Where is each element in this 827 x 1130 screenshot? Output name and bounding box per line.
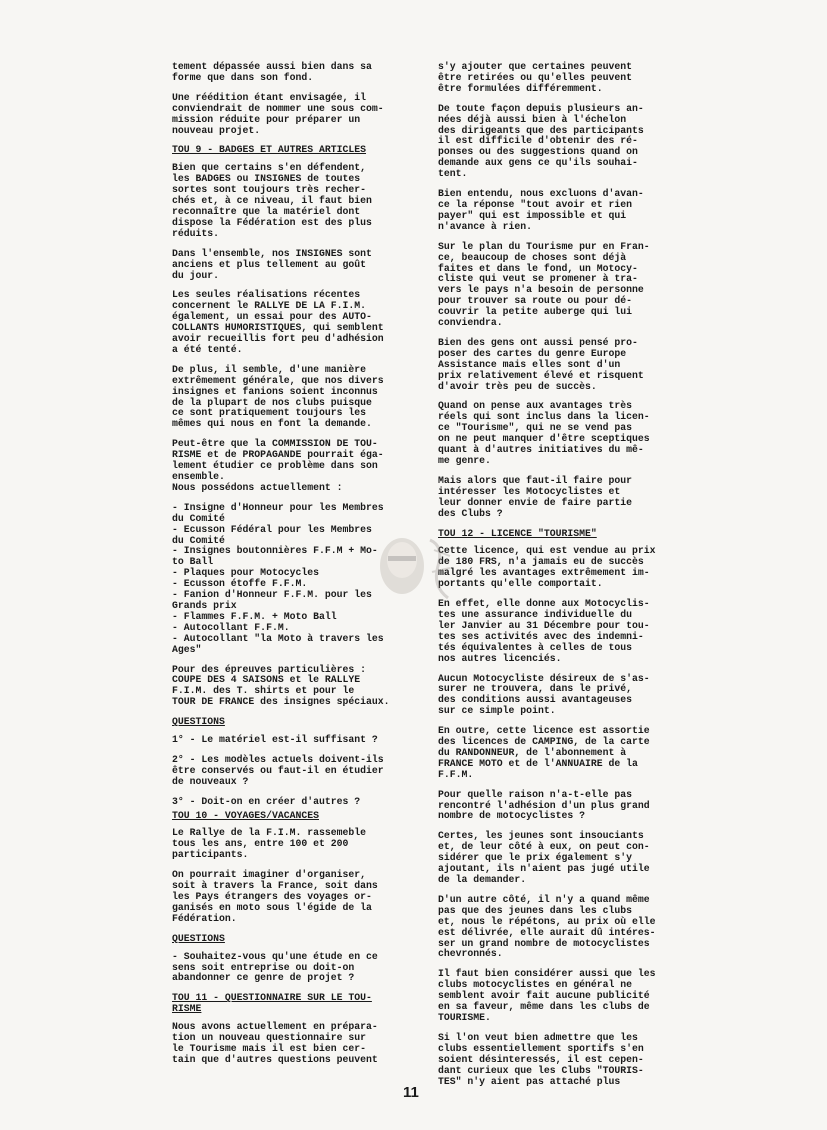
section-heading: TOU 9 - BADGES ET AUTRES ARTICLES [172, 144, 367, 156]
paragraph: Si l'on veut bien admettre que les clubs essentiellement sportifs s'en soient désinteressés, il est cepen- dant curieux que les Clubs "TOURIS- TES" n'y aient pas attaché plus [438, 1031, 644, 1087]
paragraph: Une réédition étant envisagée, il conviendrait de nommer une sous com- mission réduite pour préparer un nouveau projet. [172, 91, 384, 136]
paragraph: Mais alors que faut-il faire pour intéresser les Motocyclistes et leur donner envie de faire partie des Clubs ? [438, 474, 633, 519]
left-column [172, 62, 394, 1075]
section-heading: TOU 10 - VOYAGES/VACANCES [172, 809, 319, 821]
question: - Souhaitez-vous qu'une étude en ce sens soit entreprise ou doit-on abandonner ce genre de projet ? [172, 950, 378, 984]
question: 3° - Doit-on en créer d'autres ? [172, 795, 361, 807]
paragraph: Quand on pense aux avantages très réels qui sont inclus dans la licen- ce "Tourisme", qui ne se vend pas on ne peut manquer d'être sceptiques quant à d'autres initiatives du mê- me genre. [438, 400, 650, 466]
section-heading: TOU 12 - LICENCE "TOURISME" [438, 527, 597, 539]
paragraph: D'un autre côté, il n'y a quand même pas que des jeunes dans les clubs et, nous le répétons, au prix où elle est délivrée, elle aurait dû intéres- ser un grand nombre de motocyclistes chevronnés. [438, 893, 656, 960]
paragraph: tement dépassée aussi bien dans sa forme que dans son fond. [172, 61, 372, 83]
paragraph: Cette licence, qui est vendue au prix de 180 FRS, n'a jamais eu de succès malgré les avantages extrêmement im- portants qu'elle comportait. [438, 545, 656, 590]
paragraph: Pour des épreuves particulières : COUPE DES 4 SAISONS et le RALLYE F.I.M. des T. shirts et pour le TOUR DE FRANCE des insignes spéciaux. [172, 663, 390, 708]
paragraph: Bien entendu, nous excluons d'avan- ce la réponse "tout avoir et rien payer" qui est impossible et qui n'avance à rien. [438, 188, 644, 232]
paragraph: Les seules réalisations récentes concernent le RALLYE DE LA F.I.M. également, un essai pour des AUTO- COLLANTS HUMORISTIQUES, qui semblent avoir recueillis fort peu d'adhésion a été tenté. [172, 289, 384, 355]
page-number: 11 [403, 1084, 419, 1101]
paragraph: Peut-être que la COMMISSION DE TOU- RISME et de PROPAGANDE pourrait éga- lement étudier ce problème dans son ensemble. Nous possédons actuellement : [172, 438, 384, 493]
paragraph: Sur le plan du Tourisme pur en Fran- ce, beaucoup de choses sont déjà faites et dans le fond, un Motocy- cliste qui veut se promener à tra- vers le pays n'a besoin de personne pour trouver sa route ou pour dé- couvrir la petite auberge qui lui conviendra. [438, 240, 650, 329]
question: 1° - Le matériel est-il suffisant ? [172, 734, 378, 746]
paragraph: Certes, les jeunes sont insouciants et, de leur côté à eux, on peut con- sidérer que le prix également s'y ajoutant, ils n'aient pas jugé utile de la demander. [438, 830, 650, 885]
right-column [438, 62, 660, 1096]
paragraph: Bien que certains s'en défendent, les BADGES ou INSIGNES de toutes sortes sont toujours très recher- chés et, à ce niveau, il faut bien reconnaître que la matériel dont dispose la Fédération est des plus réduits. [172, 162, 372, 239]
paragraph: En effet, elle donne aux Motocyclis- tes une assurance individuelle du ler Janvier au 31 Décembre pour tou- tes ses activités avec des indemni- tés équivalentes à celles de tous nos autres licenciés. [438, 598, 650, 664]
paragraph: Dans l'ensemble, nos INSIGNES sont anciens et plus tellement au goût du jour. [172, 247, 372, 281]
section-heading: TOU 11 - QUESTIONNAIRE SUR LE TOU- RISME [172, 992, 372, 1015]
paragraph: En outre, cette licence est assortie des licences de CAMPING, de la carte du RANDONNEUR, de l'abonnement à FRANCE MOTO et de l'ANNUAIRE de la F.F.M. [438, 725, 650, 780]
section-heading: QUESTIONS [172, 716, 225, 728]
paragraph: Aucun Motocycliste désireux de s'as- surer ne trouvera, dans le privé, des conditions aussi avantageuses sur ce simple point. [438, 672, 650, 717]
paragraph: On pourrait imaginer d'organiser, soit à travers la France, soit dans les Pays étrangers des voyages or- ganisés en moto sous l'égide de la Fédération. [172, 869, 378, 924]
portrait-watermark-icon [368, 520, 464, 612]
paragraph: s'y ajouter que certaines peuvent être retirées ou qu'elles peuvent être formulées différemment. [438, 61, 633, 94]
paragraph: De toute façon depuis plusieurs an- nées déjà aussi bien à l'échelon des dirigeants que des participants il est difficile d'obtenir des ré- ponses ou des suggestions quand on demande aux gens ce qu'ils souhai- tent. [438, 102, 644, 180]
paragraph: Il faut bien considérer aussi que les clubs motocyclistes en général ne semblent avoir fait aucune publicité en sa faveur, même dans les clubs de TOURISME. [438, 968, 656, 1023]
question: 2° - Les modèles actuels doivent-ils être conservés ou faut-il en étudier de nouveaux ? [172, 753, 384, 787]
paragraph: Pour quelle raison n'a-t-elle pas rencontré l'adhésion d'un plus grand nombre de motocyclistes ? [438, 788, 650, 822]
section-heading: QUESTIONS [172, 932, 225, 944]
paragraph: Bien des gens ont aussi pensé pro- poser des cartes du genre Europe Assistance mais elles sont d'un prix relativement élevé et risquent d'avoir très peu de succès. [438, 336, 644, 392]
paragraph: Nous avons actuellement en prépara- tion un nouveau questionnaire sur le Tourisme mais il est bien cer- tain que d'autres questions peuvent [172, 1021, 378, 1065]
paragraph: Le Rallye de la F.I.M. rassemeble tous les ans, entre 100 et 200 participants. [172, 827, 367, 861]
insignia-list: - Insigne d'Honneur pour les Membres du Comité - Ecusson Fédéral pour les Membres du Comité - Insignes boutonnières F.F.M + Mo- to Ball - Plaques pour Motocycles - Ecusson étoffe F.F.M. - Fanion d'Honneur F.F.M. pour les Grands prix - Flammes F.F.M. + Moto Ball - Autocollant F.F.M. - Autocollant "la Moto à travers les Ages" [172, 501, 384, 655]
paragraph: De plus, il semble, d'une manière extrêmement générale, que nos divers insignes et fanions soient inconnus de la plupart de nos clubs puisque ce sont pratiquement toujours les mêmes qui nous en font la demande. [172, 363, 384, 430]
